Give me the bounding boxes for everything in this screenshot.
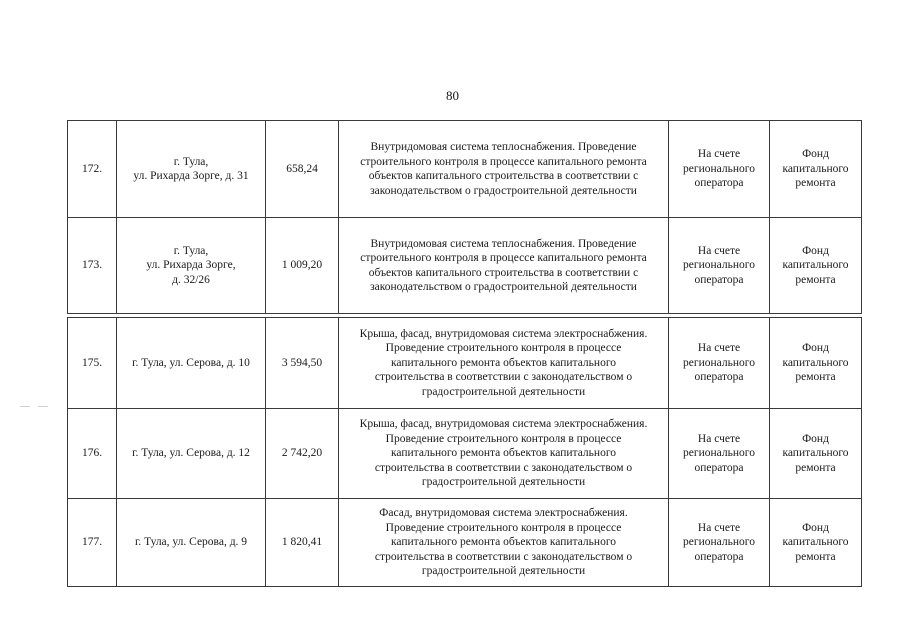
account-line: На счете — [697, 521, 741, 534]
address-cell — [117, 409, 266, 499]
source-line: капитального — [782, 259, 849, 272]
address-cell — [117, 121, 266, 218]
cost-cell: 2 742,20 — [266, 409, 339, 499]
work-line: капитального ремонта объектов капитального — [390, 447, 616, 460]
work-line: Фасад, внутридомовая система электроснабжения. — [379, 507, 628, 520]
source-line: капитального — [782, 162, 849, 175]
work-description-cell — [339, 218, 669, 314]
work-line: законодательством о градостроительной деятельности — [370, 184, 637, 197]
address-line: ул. Рихарда Зорге, д. 31 — [133, 170, 249, 182]
source-line: капитального — [782, 356, 849, 369]
row-number: 176. — [68, 409, 117, 499]
work-table-bottom — [67, 317, 862, 587]
work-line: капитального ремонта объектов капитального — [390, 536, 616, 549]
work-line: строительного контроля в процессе капитального ремонта — [360, 155, 647, 168]
work-line: строительства в соответствии с законодательством о — [374, 461, 633, 474]
work-line: строительного контроля в процессе капитального ремонта — [360, 252, 647, 264]
table-row — [68, 409, 862, 499]
source-line: ремонта — [795, 177, 836, 190]
account-line: оператора — [694, 177, 744, 190]
address-line: г. Тула, ул. Серова, д. 12 — [132, 447, 250, 460]
account-line: На счете — [697, 342, 741, 355]
account-line: На счете — [697, 244, 741, 257]
source-line: Фонд — [802, 521, 829, 534]
account-line: оператора — [694, 273, 744, 286]
account-cell — [669, 499, 770, 587]
work-line: Внутридомовая система теплоснабжения. Проведение — [370, 141, 637, 153]
account-line: оператора — [694, 550, 744, 563]
account-line: оператора — [694, 371, 744, 384]
account-line: регионального — [683, 447, 755, 460]
address-line: ул. Рихарда Зорге, — [146, 259, 236, 272]
address-line: г. Тула, — [173, 244, 209, 257]
cost-cell: 658,24 — [266, 121, 339, 218]
table-row — [68, 218, 862, 314]
work-line: градостроительной деятельности — [421, 565, 586, 578]
address-line: г. Тула, ул. Серова, д. 9 — [134, 536, 248, 549]
funding-source-cell — [770, 318, 862, 409]
scan-margin-mark — [20, 406, 30, 407]
work-line: Проведение строительного контроля в процессе — [385, 342, 622, 355]
work-line: капитального ремонта объектов капитального — [390, 356, 616, 369]
address-cell — [117, 318, 266, 409]
cost-cell: 3 594,50 — [266, 318, 339, 409]
table-row — [68, 499, 862, 587]
work-line: объектов капитального строительства в соответствии с — [368, 170, 639, 182]
scan-margin-mark — [38, 406, 48, 407]
source-line: ремонта — [795, 550, 836, 563]
source-line: Фонд — [802, 148, 829, 161]
account-line: На счете — [697, 148, 741, 161]
account-cell — [669, 409, 770, 499]
work-description-cell — [339, 318, 669, 409]
table-row — [68, 121, 862, 218]
source-line: Фонд — [802, 342, 829, 355]
address-line: г. Тула, ул. Серова, д. 10 — [132, 356, 250, 369]
work-line: строительства в соответствии с законодательством о — [374, 371, 633, 384]
address-cell — [117, 499, 266, 587]
source-line: капитального — [782, 447, 849, 460]
work-description-cell — [339, 121, 669, 218]
row-number: 172. — [68, 121, 117, 218]
table-row — [68, 318, 862, 409]
account-cell — [669, 121, 770, 218]
account-line: На счете — [697, 432, 741, 445]
work-table-top — [67, 120, 862, 314]
row-number: 177. — [68, 499, 117, 587]
source-line: Фонд — [802, 432, 829, 445]
source-line: ремонта — [795, 371, 836, 384]
row-number: 175. — [68, 318, 117, 409]
work-line: Проведение строительного контроля в процессе — [385, 521, 622, 534]
account-line: оператора — [694, 461, 744, 474]
account-cell — [669, 218, 770, 314]
funding-source-cell — [770, 499, 862, 587]
page-number: 80 — [446, 88, 459, 103]
work-description-cell — [339, 499, 669, 587]
source-line: Фонд — [802, 244, 829, 257]
address-line: г. Тула, — [173, 155, 209, 168]
work-line: строительства в соответствии с законодательством о — [374, 550, 633, 563]
funding-source-cell — [770, 121, 862, 218]
row-number: 173. — [68, 218, 117, 314]
funding-source-cell — [770, 218, 862, 314]
account-line: регионального — [683, 162, 755, 175]
address-line: д. 32/26 — [172, 273, 210, 286]
work-line: законодательством о градостроительной деятельности — [370, 281, 637, 293]
source-line: капитального — [782, 536, 849, 549]
work-line: Крыша, фасад, внутридомовая система электроснабжения. — [359, 327, 648, 340]
account-line: регионального — [683, 536, 755, 549]
work-line: Крыша, фасад, внутридомовая система электроснабжения. — [359, 418, 648, 431]
funding-source-cell — [770, 409, 862, 499]
work-description-cell — [339, 409, 669, 499]
work-line: Внутридомовая система теплоснабжения. Проведение — [370, 237, 637, 250]
work-line: Проведение строительного контроля в процессе — [385, 432, 622, 445]
account-line: регионального — [683, 356, 755, 369]
address-cell — [117, 218, 266, 314]
source-line: ремонта — [795, 461, 836, 474]
cost-cell: 1 009,20 — [266, 218, 339, 314]
account-line: регионального — [683, 259, 755, 272]
account-cell — [669, 318, 770, 409]
work-line: градостроительной деятельности — [421, 476, 586, 489]
source-line: ремонта — [795, 273, 836, 286]
cost-cell: 1 820,41 — [266, 499, 339, 587]
work-line: градостроительной деятельности — [421, 385, 586, 398]
work-line: объектов капитального строительства в соответствии с — [368, 266, 639, 279]
